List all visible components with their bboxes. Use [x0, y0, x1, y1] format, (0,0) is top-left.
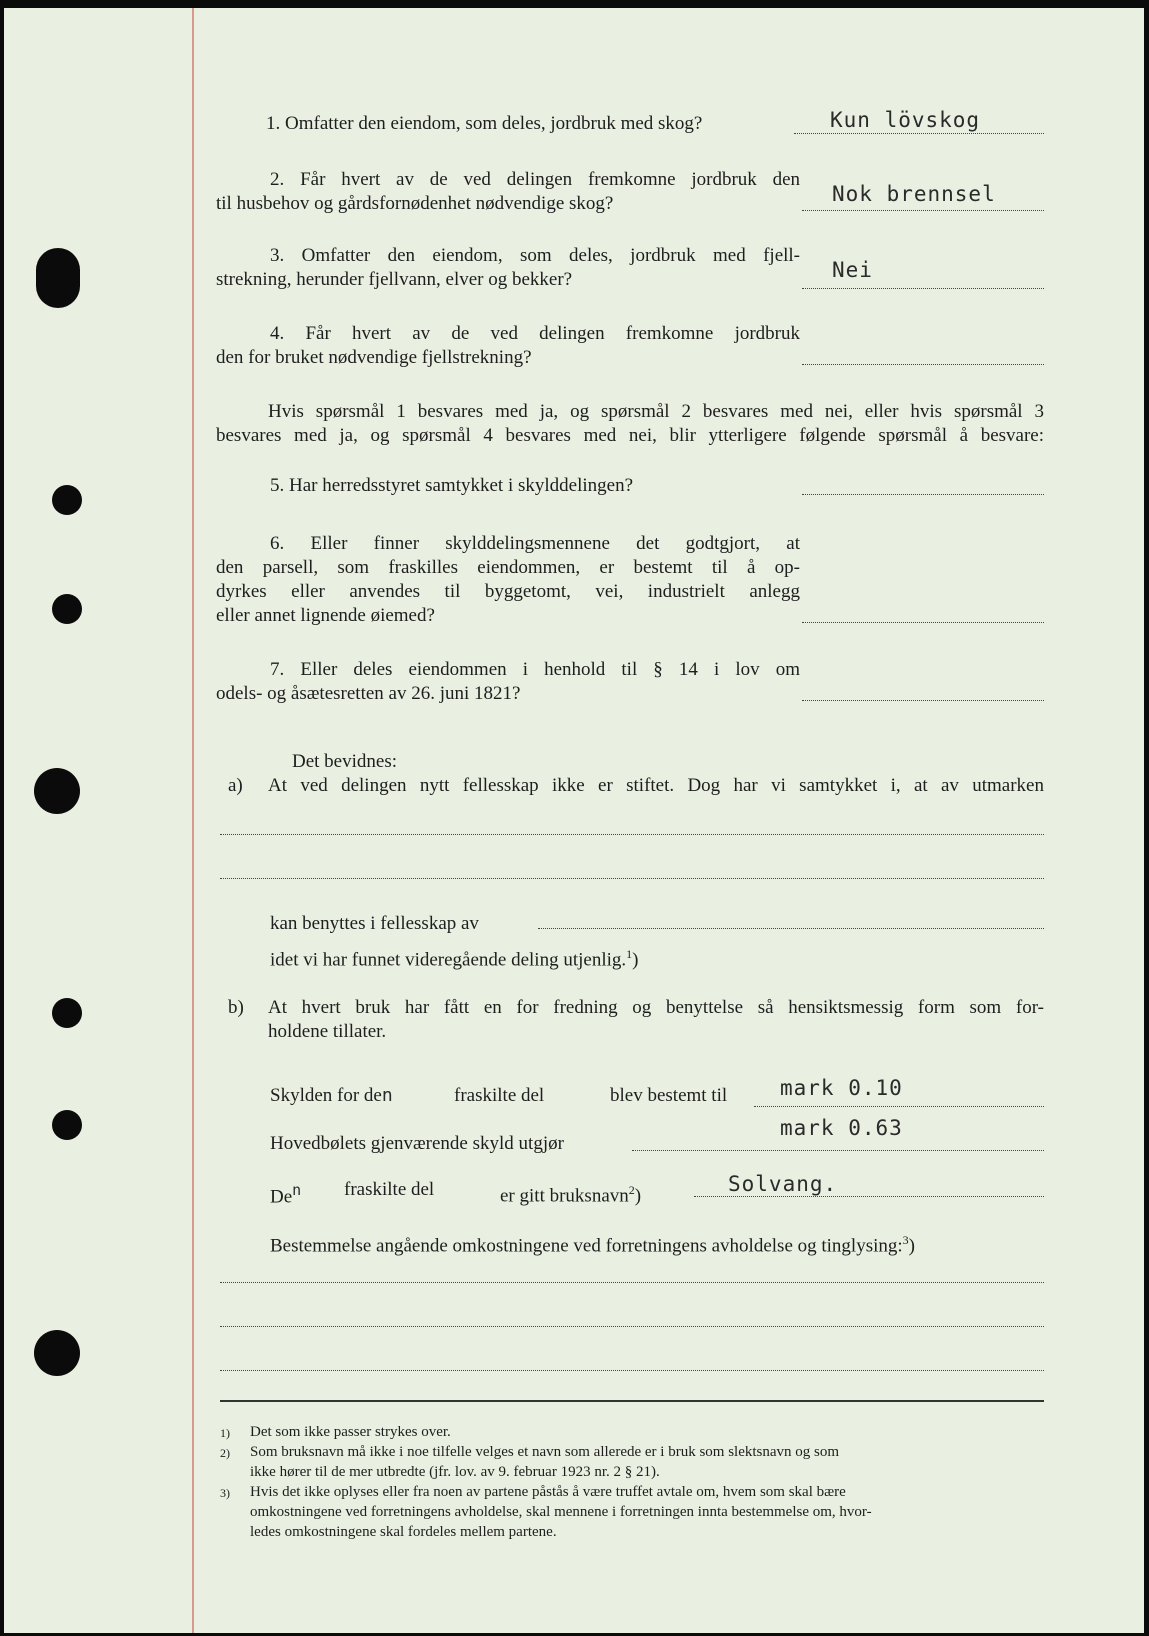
skyld-fraskilte: fraskilte del [454, 1085, 545, 1106]
answer-2: Nok brennsel [832, 182, 996, 206]
form-page [4, 8, 1144, 1633]
attest-b-label: b) [228, 997, 244, 1018]
answer-3: Nei [832, 258, 873, 282]
question-2-line-1: 2. Får hvert av de ved delingen fremkomne jordbruk den [270, 169, 800, 190]
punch-hole [34, 768, 80, 814]
footnote-2-line-1: Som bruksnavn må ikke i noe tilfelle velges et navn som allerede er i bruk som slektsnavn og som [250, 1444, 840, 1460]
footnote-1-line-1: Det som ikke passer strykes over. [250, 1424, 451, 1440]
answer-line-2 [802, 210, 1044, 211]
punch-hole [52, 594, 82, 624]
footnote-divider [220, 1400, 1044, 1402]
question-6-line-1: 6. Eller finner skylddelingsmennene det godtgjort, at [270, 533, 801, 554]
footnote-3-line-2: omkostningene ved forretningens avholdelse, skal mennene i forretningen innta bestemmelse om, hvor- [250, 1504, 872, 1520]
conditional-line-1: Hvis spørsmål 1 besvares med ja, og spørsmål 2 besvares med nei, eller hvis spørsmål 3 [268, 401, 1044, 422]
answer-line-5 [802, 494, 1044, 495]
question-6-line-2: den parsell, som fraskilles eiendommen, er bestemt til å op- [216, 557, 800, 578]
footnote-2-mark: 2) [220, 1446, 230, 1460]
hoved-value: mark 0.63 [780, 1116, 903, 1140]
question-6-line-4: eller annet lignende øiemed? [216, 605, 435, 626]
answer-line-4 [802, 364, 1044, 365]
question-4-line-1: 4. Får hvert av de ved delingen fremkomne jordbruk [270, 323, 801, 344]
name-value-line [694, 1196, 1044, 1197]
answer-line-7 [802, 700, 1044, 701]
question-7-line-2: odels- og åsætesretten av 26. juni 1821? [216, 683, 521, 704]
footnote-3-line-1: Hvis det ikke oplyses eller fra noen av partene påstås å være truffet avtale om, hvem som skal bære [250, 1484, 846, 1500]
question-3-line-1: 3. Omfatter den eiendom, som deles, jordbruk med fjell- [270, 245, 801, 266]
attest-a-label: a) [228, 775, 243, 796]
attest-heading: Det bevidnes: [292, 751, 398, 772]
margin-line [192, 8, 194, 1633]
question-6-line-3: dyrkes eller anvendes til byggetomt, vei, industrielt anlegg [216, 581, 800, 602]
costs-line-2 [220, 1326, 1044, 1327]
footnote-3-line-3: ledes omkostningene skal fordeles mellem partene. [250, 1524, 557, 1540]
skyld-label: Skylden for den [270, 1085, 394, 1106]
answer-line-3 [802, 288, 1044, 289]
punch-hole [52, 485, 82, 515]
name-fraskilte: fraskilte del [344, 1179, 435, 1200]
shared-use-line [538, 928, 1044, 929]
conditional-line-2: besvares med ja, og spørsmål 4 besvares med nei, blir ytterligere følgende spørsmål å besvare: [216, 425, 1044, 446]
footnote-2-line-2: ikke hører til de mer utbredte (jfr. lov. av 9. februar 1923 nr. 2 § 21). [250, 1464, 660, 1480]
further-division: idet vi har funnet videregående deling utjenlig.$^1$) [270, 947, 639, 971]
attest-a-text: At ved delingen nytt fellesskap ikke er stiftet. Dog har vi samtykket i, at av utmarken [268, 775, 1044, 796]
attest-b-line-1: At hvert bruk har fått en for fredning og benyttelse så hensiktsmessig form som for- [268, 997, 1044, 1018]
attest-a-line-1 [220, 834, 1044, 835]
attest-a-line-2 [220, 878, 1044, 879]
question-1: 1. Omfatter den eiendom, som deles, jordbruk med skog? [266, 113, 703, 134]
name-label: De$^n$ [270, 1181, 303, 1208]
footnote-1-mark: 1) [220, 1426, 230, 1440]
footnote-3-mark: 3) [220, 1486, 230, 1500]
punch-hole [36, 248, 80, 308]
skyld-value-line [754, 1106, 1044, 1107]
answer-1: Kun lövskog [830, 108, 981, 132]
hoved-value-line [632, 1150, 1044, 1151]
hoved-label: Hovedbølets gjenværende skyld utgjør [270, 1133, 564, 1154]
skyld-value: mark 0.10 [780, 1076, 903, 1100]
costs-line-1 [220, 1282, 1044, 1283]
question-5: 5. Har herredsstyret samtykket i skylddelingen? [270, 475, 634, 496]
attest-b-line-2: holdene tillater. [268, 1021, 387, 1042]
punch-hole [52, 998, 82, 1028]
question-4-line-2: den for bruket nødvendige fjellstrekning? [216, 347, 532, 368]
punch-hole [52, 1110, 82, 1140]
question-3-line-2: strekning, herunder fjellvann, elver og bekker? [216, 269, 573, 290]
skyld-bestemt: blev bestemt til [610, 1085, 728, 1106]
name-bruksnavn: er gitt bruksnavn$^2$) [500, 1183, 642, 1207]
costs-label: Bestemmelse angående omkostningene ved forretningens avholdelse og tinglysing:$^3$) [270, 1233, 915, 1257]
costs-line-3 [220, 1370, 1044, 1371]
shared-use-label: kan benyttes i fellesskap av [270, 913, 479, 934]
answer-line-6 [802, 622, 1044, 623]
name-value: Solvang. [728, 1172, 838, 1196]
question-2-line-2: til husbehov og gårdsfornødenhet nødvendige skog? [216, 193, 614, 214]
question-7-line-1: 7. Eller deles eiendommen i henhold til § 14 i lov om [270, 659, 801, 680]
answer-line-1 [794, 133, 1044, 134]
punch-hole [34, 1330, 80, 1376]
